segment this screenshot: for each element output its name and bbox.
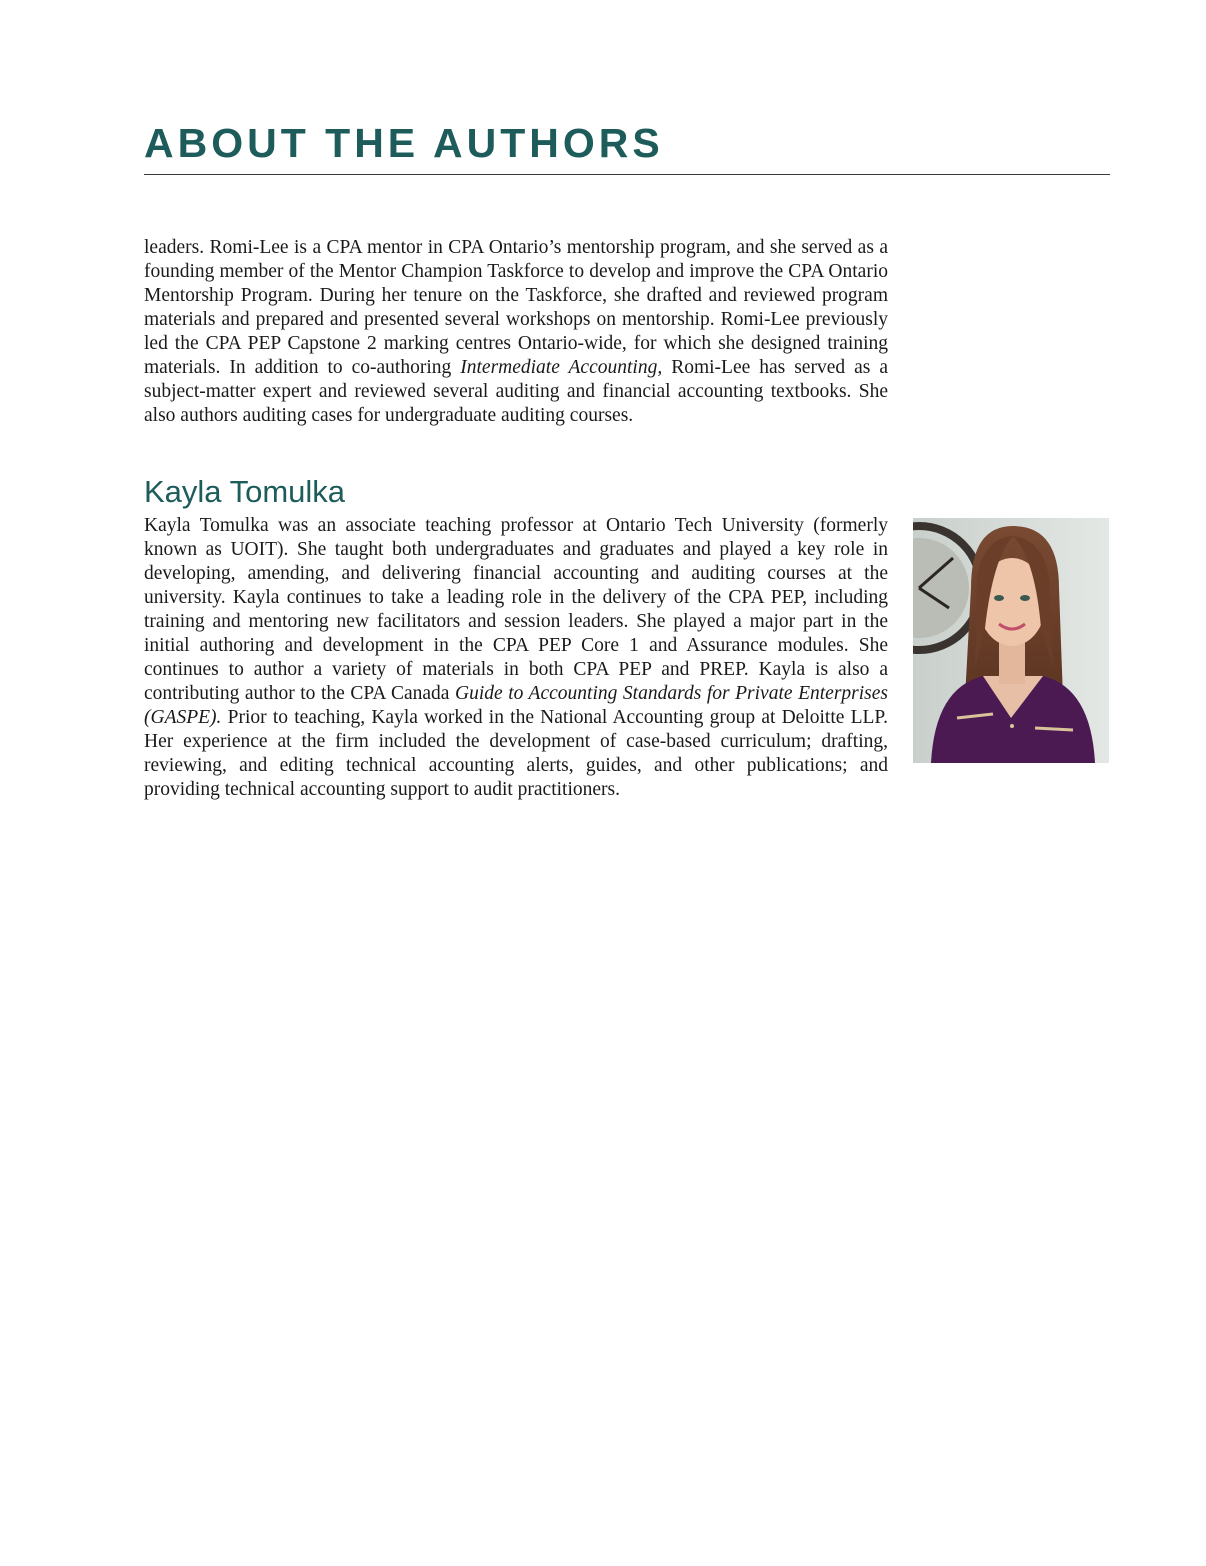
kayla-bio-text-2: Prior to teaching, Kayla worked in the National Accounting group at Deloitte LLP. Her experience at the firm included the development of case-based curriculum; drafting, reviewing, and editing technical accounting alerts, guides, and other publications; and providing technical accounting support to audit practitioners.	[144, 707, 888, 800]
title-divider	[144, 174, 1110, 175]
page-title: ABOUT THE AUTHORS	[144, 120, 664, 166]
author-photo-kayla	[913, 518, 1109, 763]
kayla-bio-paragraph	[144, 514, 888, 802]
romi-lee-bio-paragraph	[144, 236, 888, 428]
author-name-kayla: Kayla Tomulka	[144, 474, 346, 509]
book-title-gaspe: Guide to Accounting Standards for Private Enterprises (GASPE).	[144, 683, 889, 728]
kayla-bio-text-1: Kayla Tomulka was an associate teaching professor at Ontario Tech University (formerly known as UOIT). She taught both undergraduates and graduates and played a key role in developing, amending, and delivering financial accounting and auditing courses at the university. Kayla continues to take a leading role in the delivery of the CPA PEP, including training and mentoring new facilitators and session leaders. She played a major part in the initial authoring and development in the CPA PEP Core 1 and Assurance modules. She continues to author a variety of materials in both CPA PEP and PREP. Kayla is also a contributing author to the CPA Canada	[144, 515, 888, 704]
romi-lee-bio-text-2: Romi-Lee has served as a subject-matter expert and reviewed several auditing and financial accounting textbooks. She also authors auditing cases for undergraduate auditing courses.	[144, 357, 888, 426]
romi-lee-bio-text-1: leaders. Romi-Lee is a CPA mentor in CPA Ontario’s mentorship program, and she served as a founding member of the Mentor Champion Taskforce to develop and improve the CPA Ontario Mentorship Program. During her tenure on the Taskforce, she drafted and reviewed program materials and prepared and presented several workshops on mentorship. Romi-Lee previously led the CPA PEP Capstone 2 marking centres Ontario-wide, for which she designed training materials. In addition to co-authoring	[144, 237, 888, 378]
book-title-intermediate-accounting: Intermediate Accounting,	[460, 357, 663, 378]
